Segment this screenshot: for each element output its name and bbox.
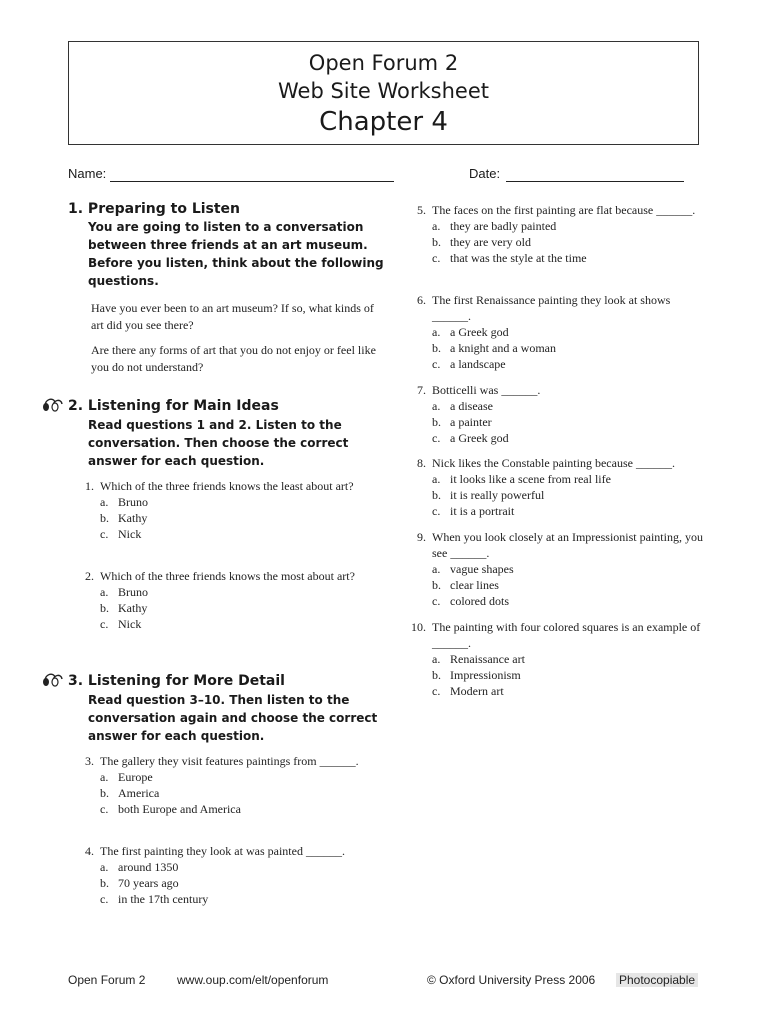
answer-option[interactable]: a. Europe <box>100 770 153 784</box>
question-9 <box>408 529 708 609</box>
worksheet-title: Web Site Worksheet <box>278 79 489 103</box>
question-number: 6. <box>417 293 426 307</box>
question-text: Botticelli was ______. <box>432 383 541 397</box>
date-field[interactable] <box>506 181 684 182</box>
question-2 <box>76 568 376 632</box>
question-text: Nick likes the Constable painting because ______. <box>432 456 675 470</box>
question-10 <box>408 619 708 699</box>
answer-option[interactable]: b. they are very old <box>432 235 531 249</box>
section-1-prompt-1: Have you ever been to an art museum? If so, what kinds of art did you see there? <box>91 301 374 332</box>
section-2-title: 2. Listening for Main Ideas <box>68 398 279 414</box>
answer-option[interactable]: a. Bruno <box>100 495 148 509</box>
section-1-title: 1. Preparing to Listen <box>68 201 241 217</box>
answer-option[interactable]: c. both Europe and America <box>100 802 241 816</box>
headphones-icon <box>42 396 64 412</box>
chapter-title: Chapter 4 <box>319 107 448 137</box>
answer-option[interactable]: b. Kathy <box>100 601 148 615</box>
answer-option[interactable]: c. Modern art <box>432 684 504 698</box>
answer-option[interactable]: b. a knight and a woman <box>432 341 556 355</box>
answer-option[interactable]: a. Renaissance art <box>432 652 525 666</box>
photocopiable-badge <box>616 972 698 988</box>
date-label: Date: <box>469 166 501 181</box>
question-text: When you look closely at an Impressionist painting, you see ______. <box>432 530 703 560</box>
answer-option[interactable]: a. a disease <box>432 399 493 413</box>
answer-option[interactable]: c. it is a portrait <box>432 504 515 518</box>
question-text: The gallery they visit features paintings from ______. <box>100 754 359 768</box>
question-text: The first Renaissance painting they look at shows ______. <box>432 293 671 323</box>
question-number: 1. <box>85 479 94 493</box>
answer-option[interactable]: a. they are badly painted <box>432 219 557 233</box>
answer-option[interactable]: b. clear lines <box>432 578 499 592</box>
question-8 <box>408 455 708 519</box>
question-7 <box>408 382 708 446</box>
worksheet-header <box>68 41 699 145</box>
question-1 <box>76 478 376 542</box>
question-3 <box>76 753 376 817</box>
question-5 <box>408 202 708 266</box>
answer-option[interactable]: c. Nick <box>100 617 142 631</box>
answer-option[interactable]: c. Nick <box>100 527 142 541</box>
answer-option[interactable]: b. Impressionism <box>432 668 521 682</box>
question-number: 5. <box>417 203 426 217</box>
answer-option[interactable]: a. it looks like a scene from real life <box>432 472 611 486</box>
footer-url-link[interactable]: www.oup.com/elt/openforum <box>177 973 329 987</box>
answer-option[interactable]: c. a landscape <box>432 357 506 371</box>
answer-option[interactable]: a. around 1350 <box>100 860 179 874</box>
question-number: 9. <box>417 530 426 544</box>
answer-option[interactable]: c. that was the style at the time <box>432 251 587 265</box>
question-number: 3. <box>85 754 94 768</box>
question-text: Which of the three friends knows the most about art? <box>100 569 355 583</box>
answer-option[interactable]: b. Kathy <box>100 511 148 525</box>
answer-option[interactable]: c. colored dots <box>432 594 509 608</box>
book-title: Open Forum 2 <box>308 51 459 75</box>
answer-option[interactable]: c. a Greek god <box>432 431 509 445</box>
question-number: 8. <box>417 456 426 470</box>
section-3-title: 3. Listening for More Detail <box>68 673 285 689</box>
answer-option[interactable]: b. America <box>100 786 160 800</box>
answer-option[interactable]: b. it is really powerful <box>432 488 545 502</box>
question-number: 2. <box>85 569 94 583</box>
answer-option[interactable]: b. 70 years ago <box>100 876 179 890</box>
footer-book-title: Open Forum 2 <box>68 973 146 987</box>
answer-option[interactable]: a. a Greek god <box>432 325 509 339</box>
question-text: The faces on the first painting are flat because ______. <box>432 203 696 217</box>
question-text: The painting with four colored squares is an example of ______. <box>432 620 701 650</box>
answer-option[interactable]: a. Bruno <box>100 585 148 599</box>
question-number: 4. <box>85 844 94 858</box>
name-field[interactable] <box>110 181 394 182</box>
section-1-prompt-2: Are there any forms of art that you do not enjoy or feel like you do not understand? <box>91 343 376 374</box>
question-6 <box>408 292 708 372</box>
footer-copyright: © Oxford University Press 2006 <box>427 973 596 987</box>
headphones-icon <box>42 671 64 687</box>
question-text: The first painting they look at was painted ______. <box>100 844 345 858</box>
section-2-instructions: Read questions 1 and 2. Listen to the conversation. Then choose the correct answer for each question. <box>88 418 349 468</box>
question-4 <box>76 843 376 907</box>
answer-option[interactable]: b. a painter <box>432 415 492 429</box>
answer-option[interactable]: c. in the 17th century <box>100 892 209 906</box>
question-number: 10. <box>411 620 426 634</box>
question-text: Which of the three friends knows the least about art? <box>100 479 354 493</box>
photocopiable-label: Photocopiable <box>616 973 698 987</box>
section-1-instructions: You are going to listen to a conversation between three friends at an art museum. Before you listen, think about the following questions. <box>88 220 384 288</box>
name-label: Name: <box>68 166 107 181</box>
answer-option[interactable]: a. vague shapes <box>432 562 514 576</box>
section-3-instructions: Read question 3–10. Then listen to the conversation again and choose the correct answer for each question. <box>88 693 378 743</box>
question-number: 7. <box>417 383 426 397</box>
